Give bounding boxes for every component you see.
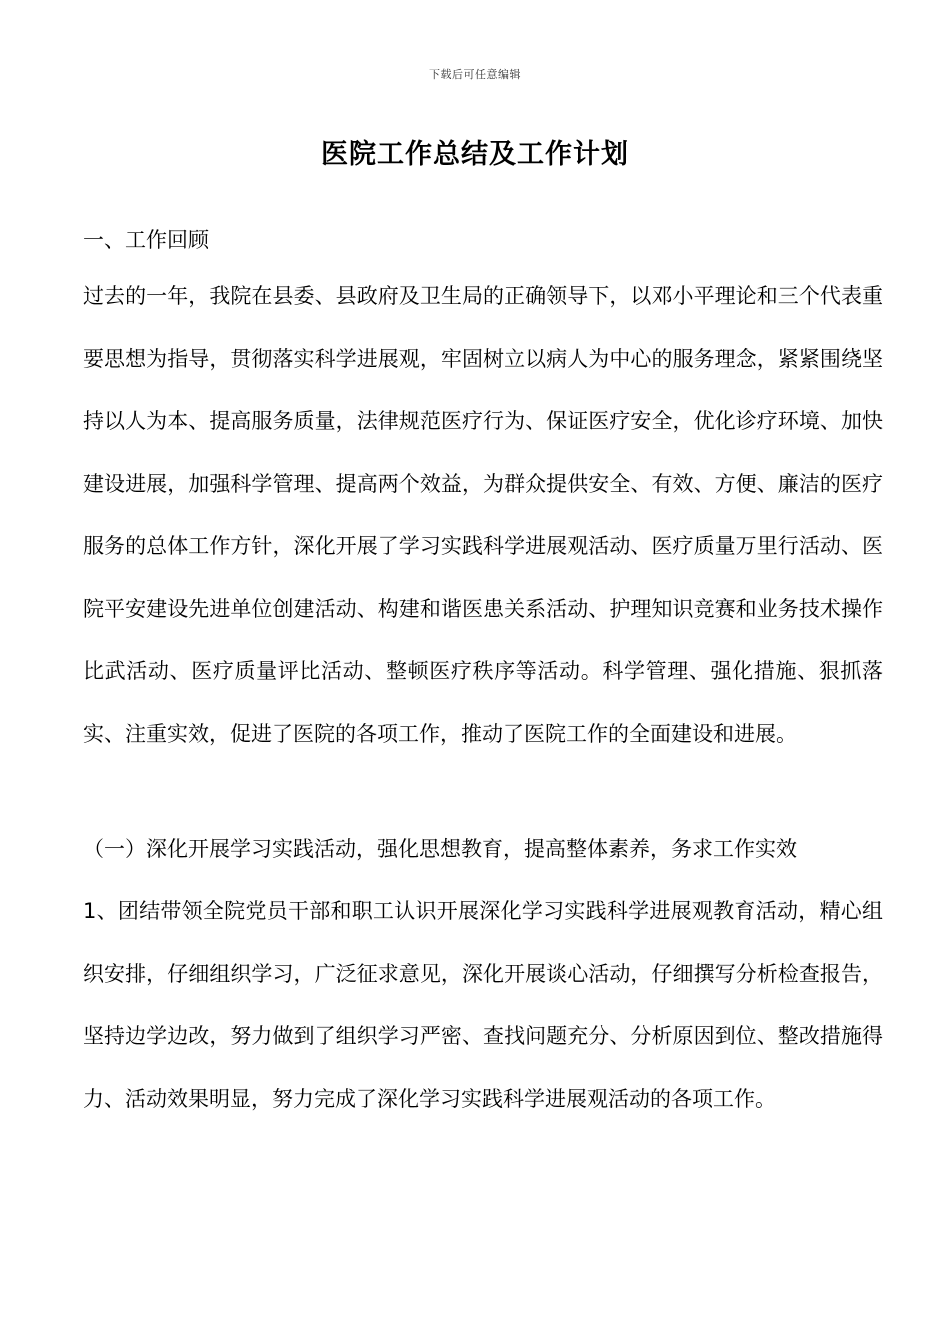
paragraph-item-1: 1、团结带领全院党员干部和职工认识开展深化学习实践科学进展观教育活动，精心组织安排，仔细组织学习，广泛征求意见，深化开展谈心活动，仔细撰写分析检查报告，坚持边学边改，努力做到了组织学习严密、查找问题充分、分析原因到位、整改措施得力、活动效果明显，努力完成了深化学习实践科学进展观活动的各项工作。	[83, 899, 883, 1111]
section-heading: 一、工作回顾	[83, 228, 209, 252]
sub-heading: （一）深化开展学习实践活动，强化思想教育，提高整体素养，务求工作实效	[83, 837, 797, 861]
header-note: 下载后可任意编辑	[429, 68, 521, 81]
paragraph-work-review: 过去的一年，我院在县委、县政府及卫生局的正确领导下，以邓小平理论和三个代表重要思想为指导，贯彻落实科学进展观，牢固树立以病人为中心的服务理念，紧紧围绕坚持以人为本、提高服务质量，法律规范医疗行为、保证医疗安全，优化诊疗环境、加快建设进展，加强科学管理、提高两个效益，为群众提供安全、有效、方便、廉洁的医疗服务的总体工作方针，深化开展了学习实践科学进展观活动、医疗质量万里行活动、医院平安建设先进单位创建活动、构建和谐医患关系活动、护理知识竞赛和业务技术操作比武活动、医疗质量评比活动、整顿医疗秩序等活动。科学管理、强化措施、狠抓落实、注重实效，促进了医院的各项工作，推动了医院工作的全面建设和进展。	[83, 284, 883, 746]
page-title: 医院工作总结及工作计划	[321, 139, 629, 170]
